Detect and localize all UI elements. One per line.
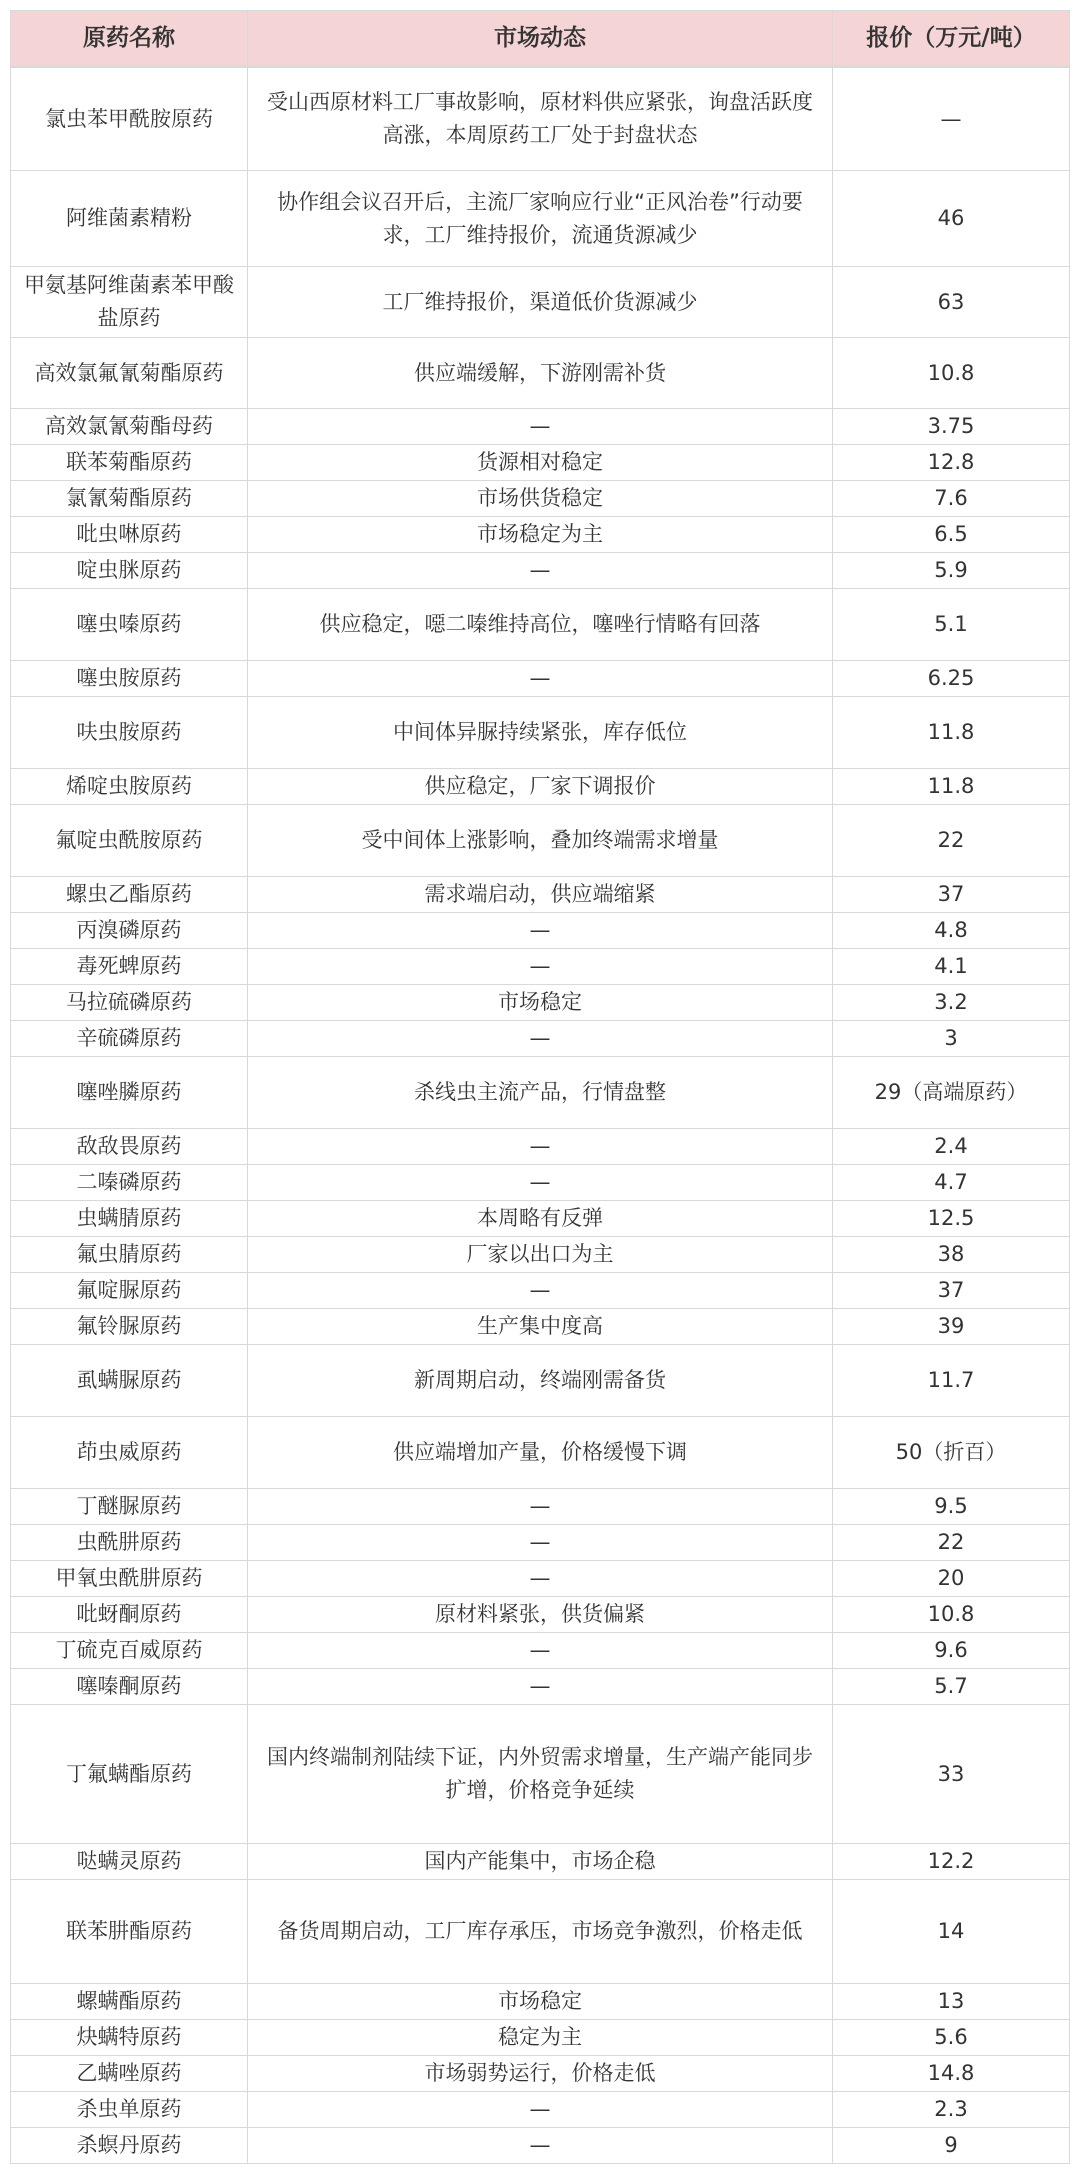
cell-price: 37 xyxy=(832,1273,1070,1308)
cell-name: 阿维菌素精粉 xyxy=(10,171,247,266)
cell-price: 3.2 xyxy=(832,985,1070,1020)
cell-price: 6.5 xyxy=(832,517,1070,552)
cell-name: 丙溴磷原药 xyxy=(10,913,247,948)
cell-name: 噻虫嗪原药 xyxy=(10,589,247,660)
cell-trend: 备货周期启动，工厂库存承压，市场竞争激烈，价格走低 xyxy=(247,1880,832,1983)
table-row xyxy=(10,1669,1070,1705)
cell-price: 4.8 xyxy=(832,913,1070,948)
cell-price: — xyxy=(832,68,1070,170)
table-row xyxy=(10,267,1070,338)
cell-name: 乙螨唑原药 xyxy=(10,2056,247,2091)
table-row xyxy=(10,697,1070,769)
table-row xyxy=(10,481,1070,517)
cell-name: 杀虫单原药 xyxy=(10,2092,247,2127)
cell-name: 吡蚜酮原药 xyxy=(10,1597,247,1632)
cell-name: 氟啶脲原药 xyxy=(10,1273,247,1308)
cell-price: 12.2 xyxy=(832,1844,1070,1879)
cell-name: 敌敌畏原药 xyxy=(10,1129,247,1164)
cell-trend: 供应端缓解，下游刚需补货 xyxy=(247,338,832,408)
table-row xyxy=(10,2020,1070,2056)
cell-trend: — xyxy=(247,1165,832,1200)
cell-trend: 市场稳定为主 xyxy=(247,517,832,552)
cell-name: 氟铃脲原药 xyxy=(10,1309,247,1344)
cell-price: 12.5 xyxy=(832,1201,1070,1236)
cell-trend: 生产集中度高 xyxy=(247,1309,832,1344)
cell-name: 吡虫啉原药 xyxy=(10,517,247,552)
cell-price: 12.8 xyxy=(832,445,1070,480)
cell-price: 33 xyxy=(832,1705,1070,1843)
cell-price: 63 xyxy=(832,267,1070,337)
cell-trend: — xyxy=(247,409,832,444)
table-row xyxy=(10,1984,1070,2020)
cell-name: 茚虫威原药 xyxy=(10,1417,247,1488)
cell-name: 螺虫乙酯原药 xyxy=(10,877,247,912)
cell-trend: 供应稳定，噁二嗪维持高位，噻唑行情略有回落 xyxy=(247,589,832,660)
cell-trend: 原材料紧张，供货偏紧 xyxy=(247,1597,832,1632)
cell-price: 6.25 xyxy=(832,661,1070,696)
table-row xyxy=(10,1489,1070,1525)
cell-price: 13 xyxy=(832,1984,1070,2019)
cell-name: 辛硫磷原药 xyxy=(10,1021,247,1056)
cell-trend: — xyxy=(247,553,832,588)
cell-name: 哒螨灵原药 xyxy=(10,1844,247,1879)
cell-price: 50（折百） xyxy=(832,1417,1070,1488)
cell-price: 39 xyxy=(832,1309,1070,1344)
cell-price: 14 xyxy=(832,1880,1070,1983)
cell-price: 2.3 xyxy=(832,2092,1070,2127)
cell-trend: 市场弱势运行，价格走低 xyxy=(247,2056,832,2091)
cell-price: 4.7 xyxy=(832,1165,1070,1200)
table-row xyxy=(10,1844,1070,1880)
table-row xyxy=(10,338,1070,409)
cell-name: 氟虫腈原药 xyxy=(10,1237,247,1272)
cell-trend: 供应稳定，厂家下调报价 xyxy=(247,769,832,804)
table-row xyxy=(10,1417,1070,1489)
cell-price: 5.1 xyxy=(832,589,1070,660)
cell-trend: 供应端增加产量，价格缓慢下调 xyxy=(247,1417,832,1488)
table-row xyxy=(10,553,1070,589)
cell-name: 虫螨腈原药 xyxy=(10,1201,247,1236)
cell-trend: 市场供货稳定 xyxy=(247,481,832,516)
table-row xyxy=(10,769,1070,805)
cell-price: 9.5 xyxy=(832,1489,1070,1524)
cell-name: 噻嗪酮原药 xyxy=(10,1669,247,1704)
cell-name: 丁氟螨酯原药 xyxy=(10,1705,247,1843)
cell-price: 11.8 xyxy=(832,769,1070,804)
cell-name: 丁醚脲原药 xyxy=(10,1489,247,1524)
cell-trend: — xyxy=(247,1273,832,1308)
cell-name: 二嗪磷原药 xyxy=(10,1165,247,1200)
cell-name: 氯氰菊酯原药 xyxy=(10,481,247,516)
cell-price: 5.6 xyxy=(832,2020,1070,2055)
cell-price: 3.75 xyxy=(832,409,1070,444)
table-row xyxy=(10,67,1070,171)
cell-trend: — xyxy=(247,1021,832,1056)
header-price: 报价（万元/吨） xyxy=(832,11,1070,66)
header-name: 原药名称 xyxy=(10,11,247,66)
cell-name: 丁硫克百威原药 xyxy=(10,1633,247,1668)
table-row xyxy=(10,517,1070,553)
table-row xyxy=(10,1021,1070,1057)
cell-trend: 需求端启动，供应端缩紧 xyxy=(247,877,832,912)
table-row xyxy=(10,1165,1070,1201)
header-trend: 市场动态 xyxy=(247,11,832,66)
cell-price: 10.8 xyxy=(832,1597,1070,1632)
cell-trend: 国内终端制剂陆续下证，内外贸需求增量，生产端产能同步扩增，价格竞争延续 xyxy=(247,1705,832,1843)
table-row xyxy=(10,1201,1070,1237)
cell-name: 烯啶虫胺原药 xyxy=(10,769,247,804)
cell-price: 4.1 xyxy=(832,949,1070,984)
cell-trend: — xyxy=(247,1525,832,1560)
table-row xyxy=(10,1273,1070,1309)
table-row xyxy=(10,1057,1070,1129)
cell-trend: 新周期启动，终端刚需备货 xyxy=(247,1345,832,1416)
cell-name: 联苯肼酯原药 xyxy=(10,1880,247,1983)
table-row xyxy=(10,985,1070,1021)
cell-trend: 中间体异脲持续紧张，库存低位 xyxy=(247,697,832,768)
table-row xyxy=(10,1129,1070,1165)
cell-name: 螺螨酯原药 xyxy=(10,1984,247,2019)
price-table xyxy=(10,10,1070,2164)
table-row xyxy=(10,1237,1070,1273)
table-header xyxy=(10,10,1070,67)
cell-trend: 受山西原材料工厂事故影响，原材料供应紧张，询盘活跃度高涨，本周原药工厂处于封盘状态 xyxy=(247,68,832,170)
cell-name: 炔螨特原药 xyxy=(10,2020,247,2055)
table-row xyxy=(10,2056,1070,2092)
table-row xyxy=(10,171,1070,267)
cell-trend: — xyxy=(247,1129,832,1164)
cell-price: 10.8 xyxy=(832,338,1070,408)
cell-trend: — xyxy=(247,949,832,984)
cell-trend: 稳定为主 xyxy=(247,2020,832,2055)
cell-trend: 工厂维持报价，渠道低价货源减少 xyxy=(247,267,832,337)
cell-trend: 货源相对稳定 xyxy=(247,445,832,480)
cell-trend: — xyxy=(247,913,832,948)
table-row xyxy=(10,1525,1070,1561)
cell-price: 9 xyxy=(832,2128,1070,2163)
cell-name: 氟啶虫酰胺原药 xyxy=(10,805,247,876)
table-row xyxy=(10,2128,1070,2164)
cell-trend: 受中间体上涨影响，叠加终端需求增量 xyxy=(247,805,832,876)
cell-name: 噻虫胺原药 xyxy=(10,661,247,696)
cell-price: 22 xyxy=(832,805,1070,876)
cell-price: 37 xyxy=(832,877,1070,912)
table-row xyxy=(10,949,1070,985)
cell-trend: — xyxy=(247,2128,832,2163)
table-row xyxy=(10,409,1070,445)
cell-name: 马拉硫磷原药 xyxy=(10,985,247,1020)
table-row xyxy=(10,1309,1070,1345)
table-row xyxy=(10,1597,1070,1633)
cell-trend: 杀线虫主流产品，行情盘整 xyxy=(247,1057,832,1128)
table-row xyxy=(10,445,1070,481)
table-row xyxy=(10,1345,1070,1417)
cell-price: 7.6 xyxy=(832,481,1070,516)
cell-price: 5.7 xyxy=(832,1669,1070,1704)
cell-trend: — xyxy=(247,1561,832,1596)
cell-price: 2.4 xyxy=(832,1129,1070,1164)
cell-price: 11.7 xyxy=(832,1345,1070,1416)
cell-trend: — xyxy=(247,661,832,696)
table-row xyxy=(10,1633,1070,1669)
cell-trend: 厂家以出口为主 xyxy=(247,1237,832,1272)
cell-name: 甲氧虫酰肼原药 xyxy=(10,1561,247,1596)
cell-price: 14.8 xyxy=(832,2056,1070,2091)
table-row xyxy=(10,2092,1070,2128)
cell-price: 46 xyxy=(832,171,1070,266)
cell-name: 啶虫脒原药 xyxy=(10,553,247,588)
table-row xyxy=(10,589,1070,661)
table-row xyxy=(10,1705,1070,1844)
cell-name: 噻唑膦原药 xyxy=(10,1057,247,1128)
cell-name: 高效氯氰菊酯母药 xyxy=(10,409,247,444)
table-row xyxy=(10,1880,1070,1984)
table-row xyxy=(10,661,1070,697)
cell-trend: — xyxy=(247,1669,832,1704)
cell-price: 22 xyxy=(832,1525,1070,1560)
cell-price: 38 xyxy=(832,1237,1070,1272)
cell-trend: — xyxy=(247,2092,832,2127)
cell-trend: 市场稳定 xyxy=(247,1984,832,2019)
cell-trend: 市场稳定 xyxy=(247,985,832,1020)
cell-name: 杀螟丹原药 xyxy=(10,2128,247,2163)
cell-name: 虫酰肼原药 xyxy=(10,1525,247,1560)
cell-trend: 本周略有反弹 xyxy=(247,1201,832,1236)
cell-name: 高效氯氟氰菊酯原药 xyxy=(10,338,247,408)
cell-trend: 国内产能集中，市场企稳 xyxy=(247,1844,832,1879)
table-row xyxy=(10,805,1070,877)
cell-name: 氯虫苯甲酰胺原药 xyxy=(10,68,247,170)
table-row xyxy=(10,913,1070,949)
cell-price: 11.8 xyxy=(832,697,1070,768)
table-row xyxy=(10,877,1070,913)
cell-name: 毒死蜱原药 xyxy=(10,949,247,984)
cell-trend: — xyxy=(247,1489,832,1524)
cell-price: 9.6 xyxy=(832,1633,1070,1668)
cell-name: 虱螨脲原药 xyxy=(10,1345,247,1416)
table-row xyxy=(10,1561,1070,1597)
cell-price: 5.9 xyxy=(832,553,1070,588)
cell-trend: 协作组会议召开后，主流厂家响应行业“正风治卷”行动要求，工厂维持报价，流通货源减少 xyxy=(247,171,832,266)
cell-price: 29（高端原药） xyxy=(832,1057,1070,1128)
cell-trend: — xyxy=(247,1633,832,1668)
cell-price: 3 xyxy=(832,1021,1070,1056)
cell-price: 20 xyxy=(832,1561,1070,1596)
cell-name: 联苯菊酯原药 xyxy=(10,445,247,480)
cell-name: 呋虫胺原药 xyxy=(10,697,247,768)
cell-name: 甲氨基阿维菌素苯甲酸盐原药 xyxy=(10,267,247,337)
